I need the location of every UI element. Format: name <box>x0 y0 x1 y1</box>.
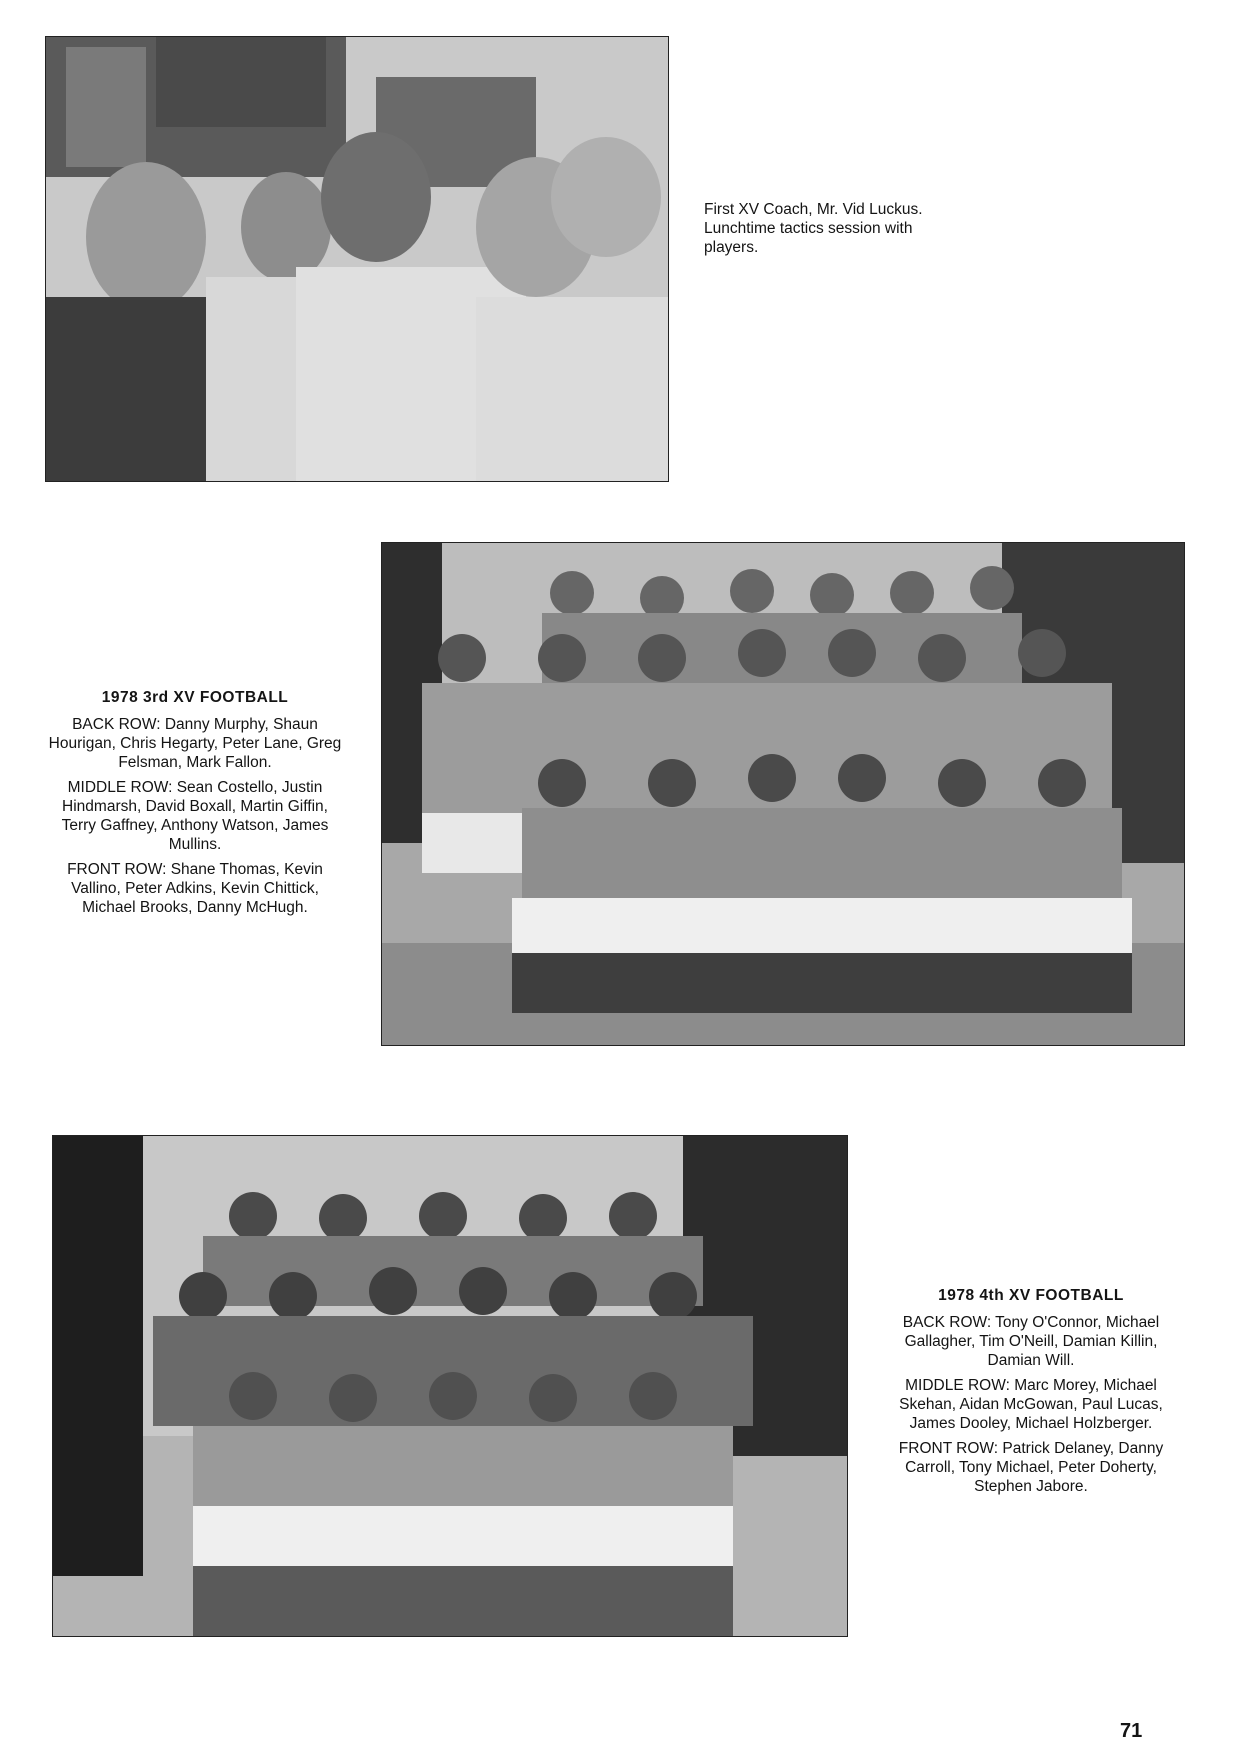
coach-photo-image <box>46 37 668 481</box>
coach-photo <box>45 36 669 482</box>
coach-caption <box>704 200 1004 257</box>
third-xv-caption <box>44 688 346 923</box>
third-xv-front-row: FRONT ROW: Shane Thomas, Kevin Vallino, Peter Adkins, Kevin Chittick, Michael Brooks, Danny McHugh. <box>67 861 323 916</box>
fourth-xv-caption <box>880 1286 1182 1502</box>
page-number: 71 <box>1120 1720 1143 1742</box>
third-xv-back-row: BACK ROW: Danny Murphy, Shaun Hourigan, Chris Hegarty, Peter Lane, Greg Felsman, Mark Fallon. <box>48 716 342 771</box>
fourth-xv-title: 1978 4th XV FOOTBALL <box>938 1287 1124 1304</box>
fourth-xv-front-row: FRONT ROW: Patrick Delaney, Danny Carroll, Tony Michael, Peter Doherty, Stephen Jabore. <box>898 1440 1164 1495</box>
fourth-xv-middle-row: MIDDLE ROW: Marc Morey, Michael Skehan, Aidan McGowan, Paul Lucas, James Dooley, Michael Holzberger. <box>899 1377 1163 1432</box>
fourth-xv-back-row: BACK ROW: Tony O'Connor, Michael Gallagher, Tim O'Neill, Damian Killin, Damian Will. <box>902 1314 1160 1369</box>
third-xv-photo <box>381 542 1185 1046</box>
coach-caption-line-3: players. <box>704 239 759 256</box>
fourth-xv-photo <box>52 1135 848 1637</box>
coach-caption-line-2: Lunchtime tactics session with <box>704 220 913 237</box>
coach-caption-line-1: First XV Coach, Mr. Vid Luckus. <box>704 201 923 218</box>
third-xv-photo-image <box>382 543 1184 1045</box>
fourth-xv-photo-image <box>53 1136 847 1636</box>
third-xv-middle-row: MIDDLE ROW: Sean Costello, Justin Hindmarsh, David Boxall, Martin Giffin, Terry Gaffney, Anthony Watson, James Mullins. <box>61 779 329 853</box>
third-xv-title: 1978 3rd XV FOOTBALL <box>101 689 289 706</box>
